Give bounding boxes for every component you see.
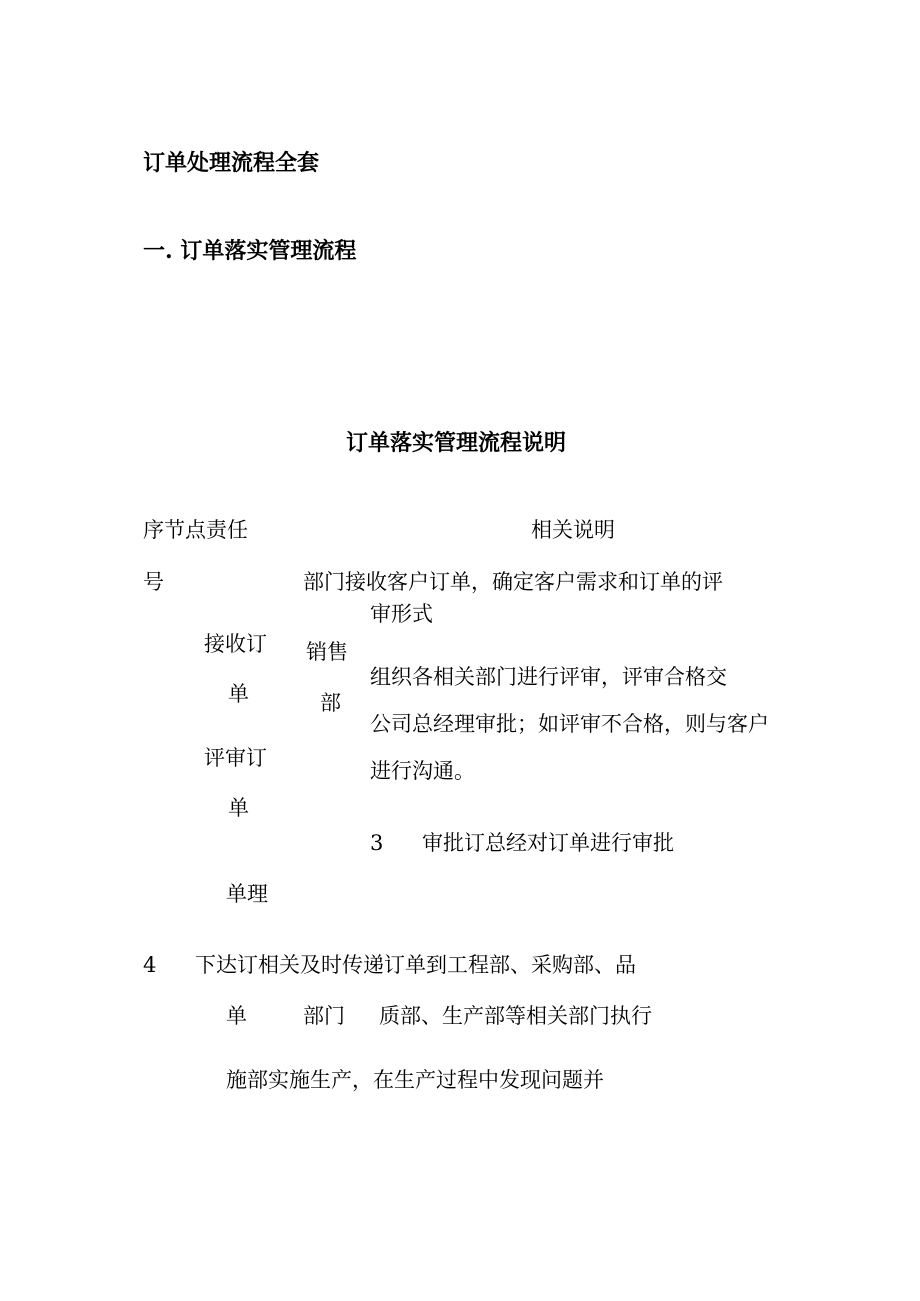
row2-node-line2: 单 [228, 796, 249, 820]
row3-line2: 单理 [226, 882, 268, 906]
document-title: 订单处理流程全套 [143, 150, 320, 176]
row2-desc-line1: 组织各相关部门进行评审，评审合格交 [370, 665, 727, 689]
row1-node-line1: 接收订 [204, 632, 267, 656]
row2-desc-line3: 进行沟通。 [370, 759, 475, 783]
row2-desc-line2: 公司总经理审批；如评审不合格，则与客户 [370, 712, 769, 736]
row1-dept-line1: 销售 [306, 640, 348, 664]
row3-text: 审批订总经对订单进行审批 [422, 831, 674, 855]
row5-text: 施部实施生产，在生产过程中发现问题并 [226, 1068, 604, 1092]
row1-desc-line1: 部门接收客户订单，确定客户需求和订单的评 [303, 570, 723, 594]
row4-dept: 部门 [303, 1004, 345, 1028]
row4-node: 单 [226, 1004, 247, 1028]
row4-number: 4 [143, 953, 157, 977]
row1-dept-line2: 部 [320, 691, 341, 715]
table-header-right: 相关说明 [531, 518, 615, 542]
row4-text: 下达订相关及时传递订单到工程部、采购部、品 [195, 953, 636, 977]
section-heading: 一. 订单落实管理流程 [143, 238, 357, 264]
table-header-left: 序节点责任 [143, 518, 248, 542]
row2-node-line1: 评审订 [204, 746, 267, 770]
row3-number: 3 [370, 831, 384, 855]
row1-node-line2: 单 [228, 682, 249, 706]
table-header-left-2: 号 [143, 570, 164, 594]
table-title: 订单落实管理流程说明 [346, 430, 567, 456]
row1-desc-line2: 审形式 [370, 602, 433, 626]
row4-desc-line2: 质部、生产部等相关部门执行 [379, 1004, 652, 1028]
